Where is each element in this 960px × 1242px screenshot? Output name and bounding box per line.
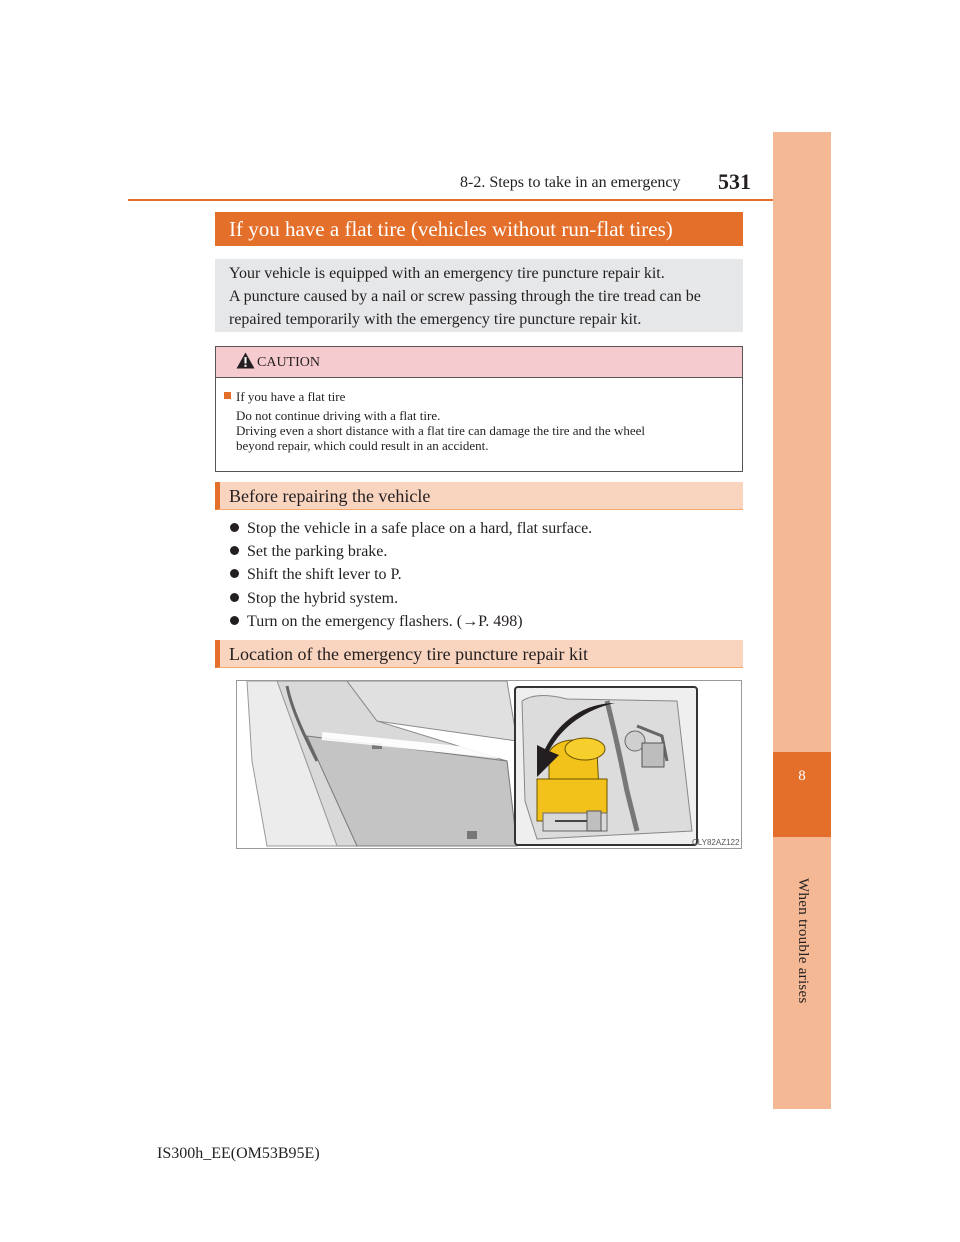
caution-text [236, 408, 736, 453]
main-heading: If you have a flat tire (vehicles without run-flat tires) [215, 212, 743, 246]
list-item-text: Stop the vehicle in a safe place on a hard, flat surface. [247, 520, 593, 537]
warning-icon [236, 352, 255, 369]
footer-model-code: IS300h_EE(OM53B95E) [157, 1145, 320, 1162]
list-item-text: Stop the hybrid system. [247, 589, 399, 607]
list-item [230, 563, 592, 586]
kit-location-heading: Location of the emergency tire puncture repair kit [215, 640, 743, 668]
chapter-title: When trouble arises [795, 878, 811, 1004]
caution-label: CAUTION [257, 355, 320, 370]
bullet-icon [230, 616, 239, 625]
square-bullet-icon [224, 392, 231, 399]
trunk-drawing [237, 681, 741, 848]
section-title: 8-2. Steps to take in an emergency [460, 174, 681, 191]
before-repairing-heading: Before repairing the vehicle [215, 482, 743, 510]
trunk-illustration [236, 680, 742, 849]
list-item [230, 587, 592, 610]
list-item-text: Set the parking brake. [247, 543, 388, 561]
intro-line: Your vehicle is equipped with an emergency tire puncture repair kit. [229, 265, 665, 282]
list-item[interactable] [230, 610, 592, 633]
intro-line: repaired temporarily with the emergency tire puncture repair kit. [229, 311, 642, 328]
chapter-number: 8 [798, 768, 806, 784]
intro-line: A puncture caused by a nail or screw passing through the tire tread can be [229, 288, 701, 305]
caution-line: beyond repair, which could result in an accident. [236, 438, 489, 453]
image-code: CLY82AZ122 [692, 838, 740, 847]
caution-item-title: If you have a flat tire [236, 389, 346, 404]
chapter-tab-active[interactable] [773, 752, 831, 837]
list-item [230, 540, 592, 563]
list-item-text: Turn on the emergency flashers. (→P. 498) [247, 612, 523, 630]
before-repairing-list [230, 517, 592, 633]
caution-box [215, 346, 743, 472]
bullet-icon [230, 546, 239, 555]
bullet-icon [230, 569, 239, 578]
caution-line: Do not continue driving with a flat tire. [236, 408, 441, 423]
caution-line: Driving even a short distance with a flat tire can damage the tire and the wheel [236, 423, 645, 438]
caution-header [216, 347, 742, 378]
list-item-text: Shift the shift lever to P. [247, 566, 402, 584]
intro-box [215, 259, 743, 332]
bullet-icon [230, 523, 239, 532]
page-number: 531 [718, 169, 751, 194]
bullet-icon [230, 593, 239, 602]
list-item [230, 517, 592, 540]
header-divider [128, 199, 773, 201]
